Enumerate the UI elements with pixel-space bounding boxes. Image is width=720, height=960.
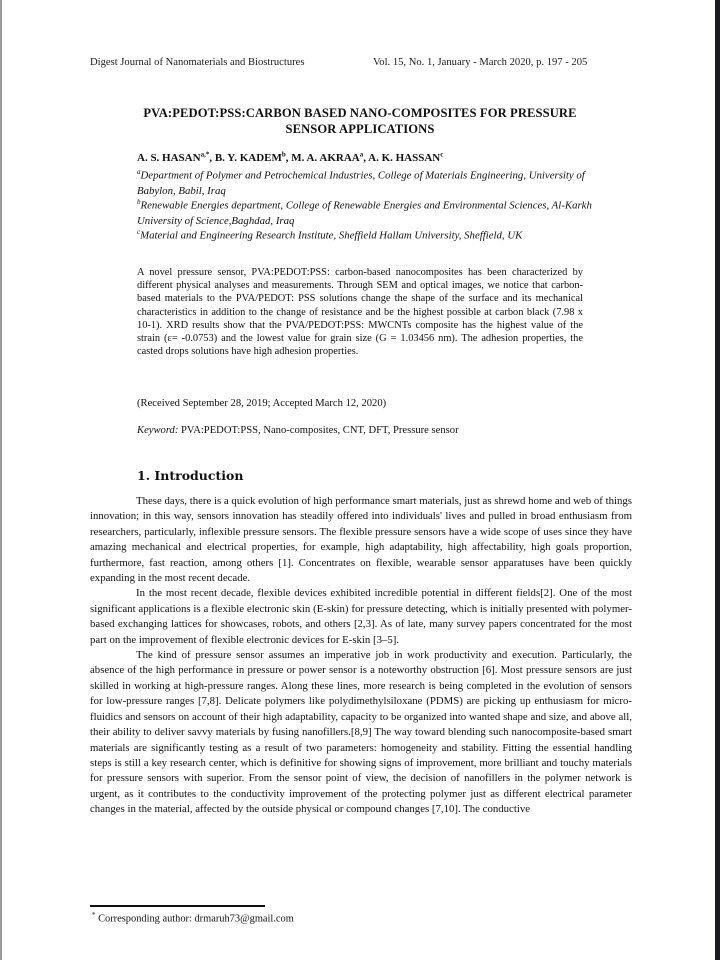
paper-title-line-2: SENSOR APPLICATIONS xyxy=(285,122,435,136)
section-body xyxy=(90,494,632,818)
affiliation: $^c$Material and Engineering Research Institute, Sheffield Hallam University, Sheffield, UK xyxy=(137,228,523,242)
page-right-edge xyxy=(715,0,720,960)
journal-name: Digest Journal of Nanomaterials and Biostructures xyxy=(90,57,305,68)
volume-info: Vol. 15, No. 1, January - March 2020, p. 197 - 205 xyxy=(373,57,588,68)
paragraph: The kind of pressure sensor assumes an imperative job in work productivity and execution. Particularly, the absence of the high performance in pressure or power sensor is a noteworthy obstruction [6]. Most pressure sensors are just skilled in working at high-pressure ranges. Along these lines, more research is being completed in the evolution of sensors for low-pressure ranges [7,8]. Delicate polymers like polydimethylsiloxane (PDMS) are picking up enthusiasm for micro-fluidics and sensors on account of their high adaptability, capacity to be organized into wanted shape and size, and above all, their ability to deliver savvy materials by fusing nanofillers.[8,9] The way toward blending such nanocomposite-based smart materials are significantly testing as a result of two parameters: homogeneity and stability. Fitting the essential handling steps is still a key research center, which is definitive for showing signs of improvement, more brilliant and touchy materials for pressure sensors with superior. From the sensor point of view, the decision of nanofillers in the polymer network is urgent, as it contributes to the conductivity improvement of the protecting polymer just as different electrical parameter changes in the material, affected by the outside physical or compound changes [7,10]. The conductive xyxy=(90,649,632,816)
page-left-edge xyxy=(0,0,2,960)
section-heading: 1. Introduction xyxy=(137,468,244,483)
author-list xyxy=(137,150,443,164)
paragraph: In the most recent decade, flexible devices exhibited incredible potential in different fields[2]. One of the most significant applications is a flexible electronic skin (E-skin) for pressure detecting, which is initially presented with polymer-based exchanging lattices for showcases, robots, and others [2,3]. As of late, many survey papers concentrated for the most part on the improvement of flexible electronic devices for E-skin [3–5]. xyxy=(90,587,632,646)
author: A. K. HASSAN$^c$ xyxy=(368,150,444,164)
paragraph: These days, there is a quick evolution of high performance smart materials, just as shrewd home and web of things innovation; in this way, sensors innovation has steadily offered into individuals' lives and pulled in broad enthusiasm from researchers, particularly, inflexible pressure sensors. The flexible pressure sensors have a wide scope of uses since they have amazing mechanical and electrical properties, for example, high adaptability, high affectability, high goals proportion, furthermore, fast reaction, among others [1]. Concentrates on flexible, wearable sensor apparatuses have been quickly expanding in the most recent decade. xyxy=(90,495,632,585)
affiliation: $^a$Department of Polymer and Petrochemical Industries, College of Materials Engineering, University of Babylon, Babil, Iraq xyxy=(137,168,585,197)
abstract: A novel pressure sensor, PVA:PEDOT:PSS: carbon-based nanocomposites has been characterized by different physical analyses and measurements. Through SEM and optical images, we notice that carbon-based materials to the PVA/PEDOT: PSS solutions change the shape of the surface and its mechanical characteristics in addition to the change of resistance and be the highest possible at carbon black (7.98 x 10-1). XRD results show that the PVA/PEDOT:PSS: MWCNTs composite has the highest value of the strain (ε= -0.0753) and the lowest value for grain size (G = 1.03456 nm). The adhesion properties, the casted drops solutions have high adhesion properties. xyxy=(137,267,583,358)
footnote: * Corresponding author: drmaruh73@gmail.com xyxy=(92,911,294,925)
paper-title-line-1: PVA:PEDOT:PSS:CARBON BASED NANO-COMPOSITES FOR PRESSURE xyxy=(143,106,577,120)
author: B. Y. KADEM$^b$, xyxy=(214,150,292,164)
keywords xyxy=(137,425,459,436)
author: A. S. $HASAN^{a,*}$, xyxy=(137,150,215,164)
footnote-divider xyxy=(90,905,265,907)
author: M. A. AKRAA$^a$, xyxy=(291,150,369,164)
received-dates: (Received September 28, 2019; Accepted March 12, 2020) xyxy=(137,398,387,409)
affiliation: $^b$Renewable Energies department, College of Renewable Energies and Environmental Sciences, Al-Karkh University of Science,Baghdad, Iraq xyxy=(137,198,592,227)
keywords-text: PVA:PEDOT:PSS, Nano-composites, CNT, DFT, Pressure sensor xyxy=(178,425,459,436)
keywords-label: Keyword: xyxy=(137,425,179,436)
